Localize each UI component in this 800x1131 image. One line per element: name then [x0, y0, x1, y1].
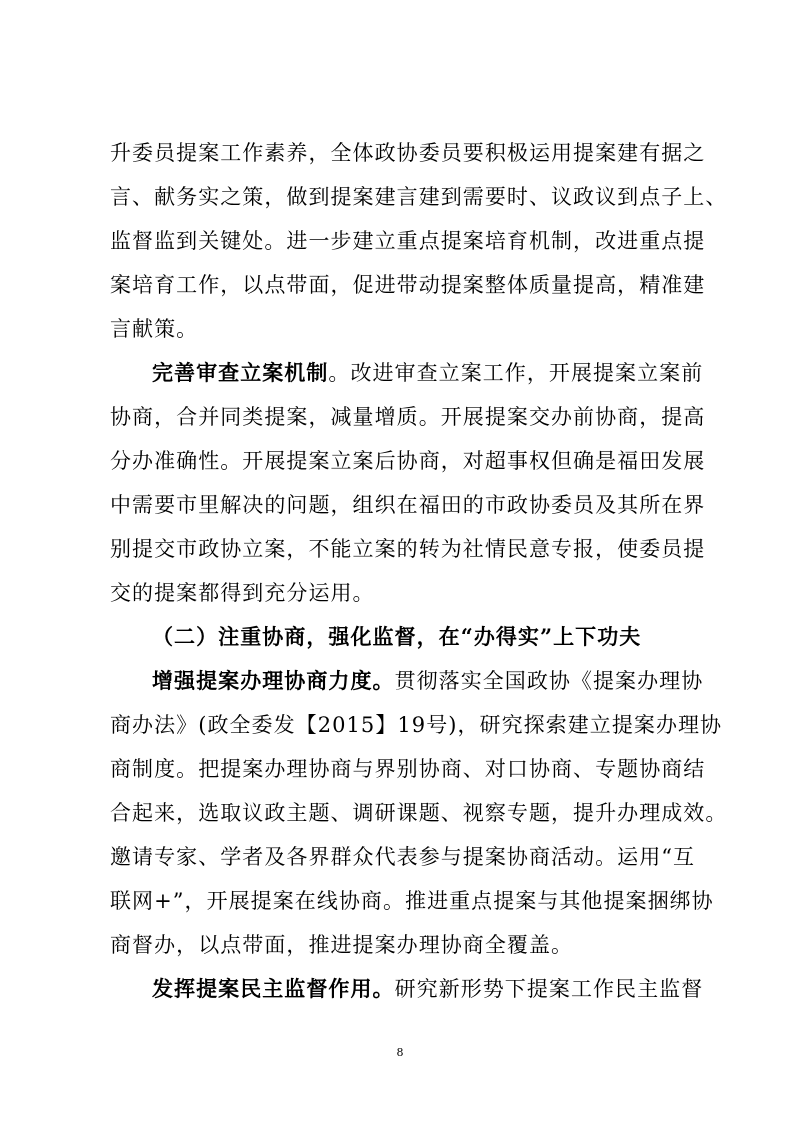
text-line: 别提交市政协立案，不能立案的转为社情民意专报，使委员提 [110, 537, 706, 561]
section-heading: （二）注重协商，强化监督，在“办得实”上下功夫 [152, 624, 642, 649]
text-line: 言献策。 [110, 317, 199, 341]
text-line: 协商，合并同类提案，减量增质。开展提案交办前协商，提高 [110, 405, 706, 429]
text-line: 监督监到关键处。进一步建立重点提案培育机制，改进重点提 [110, 229, 706, 253]
text-line: 邀请专家、学者及各界群众代表参与提案协商活动。运用“互 [110, 845, 696, 869]
text-line: 中需要市里解决的问题，组织在福田的市政协委员及其所在界 [110, 493, 706, 517]
page-number: 8 [396, 1046, 404, 1059]
text-span: 研究新形势下提案工作民主监督 [394, 977, 704, 1001]
bold-lead-phrase: 发挥提案民主监督作用。 [152, 976, 395, 1001]
text-line: 交的提案都得到充分运用。 [110, 581, 375, 605]
text-line: 商督办，以点带面，推进提案办理协商全覆盖。 [110, 933, 574, 957]
text-line: 案培育工作，以点带面，促进带动提案整体质量提高，精准建 [110, 273, 706, 297]
paragraph-first-line [152, 358, 704, 388]
paragraph-first-line [152, 974, 704, 1004]
text-line: 分办准确性。开展提案立案后协商，对超事权但确是福田发展 [110, 449, 706, 473]
text-line: 联网+”，开展提案在线协商。推进重点提案与其他提案捆绑协 [110, 889, 714, 913]
text-line: 合起来，选取议政主题、调研课题、视察专题，提升办理成效。 [110, 801, 728, 825]
text-line: 言、献务实之策，做到提案建言建到需要时、议政议到点子上、 [110, 185, 728, 209]
text-span: 。改进审查立案工作，开展提案立案前 [328, 361, 704, 385]
text-line: 商制度。把提案办理协商与界别协商、对口协商、专题协商结 [110, 757, 706, 781]
text-line: 升委员提案工作素养，全体政协委员要积极运用提案建有据之 [110, 141, 706, 165]
text-span: 贯彻落实全国政协《提案办理协 [394, 669, 704, 693]
text-line: 商办法》(政全委发【2015】19号)，研究探索建立提案办理协 [110, 713, 723, 737]
bold-lead-phrase: 完善审查立案机制 [152, 360, 329, 385]
paragraph-first-line [152, 666, 704, 696]
bold-lead-phrase: 增强提案办理协商力度。 [152, 668, 395, 693]
